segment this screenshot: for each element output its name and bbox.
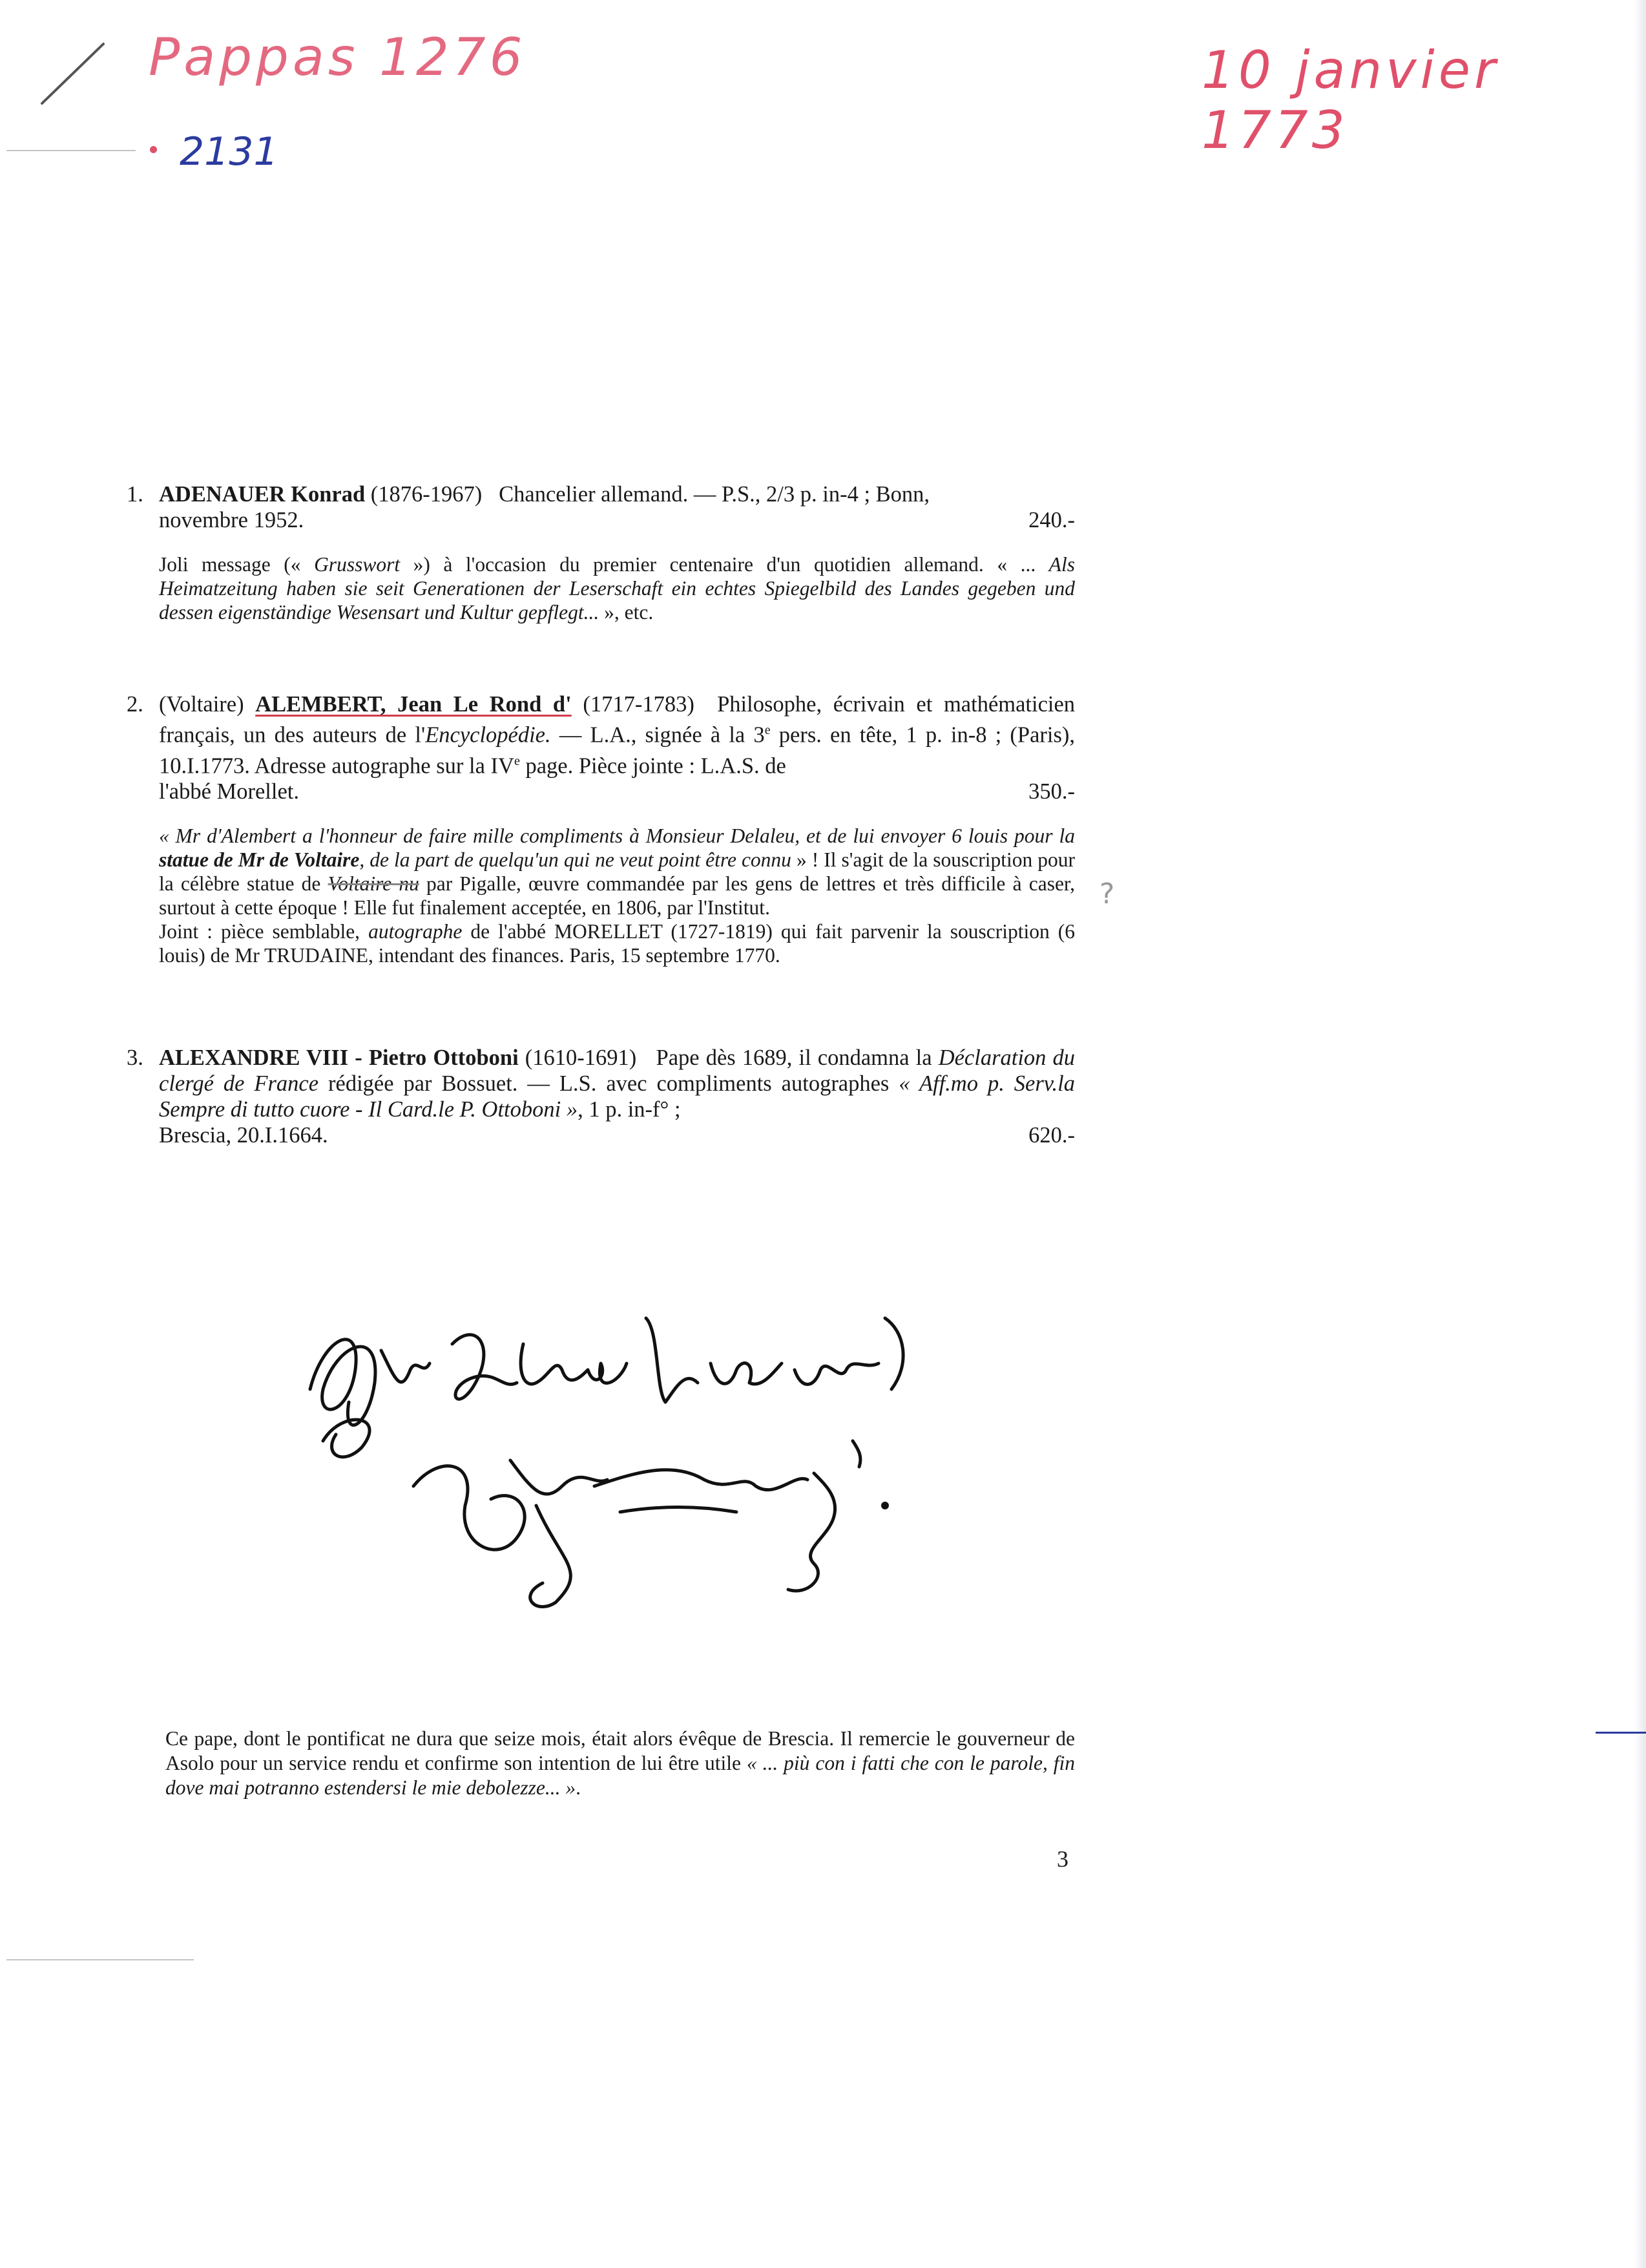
body-italic-quote: « Mr d'Alembert a l'honneur de faire mille compliments à Monsieur Delaleu, et de lui envoyer 6 louis pour la	[159, 824, 1075, 847]
entry-name: ADENAUER Konrad	[159, 482, 366, 507]
body-text: Joint : pièce semblable,	[159, 920, 360, 943]
closing-italic-quote: « ... più con i fatti che con le parole, fin dove mai potranno estendersi le mie debolezze... »	[165, 1752, 1076, 1799]
entry-description-italic: Encyclopédie.	[425, 722, 551, 748]
entry-number: 1.	[127, 482, 143, 507]
entry-prefix: (Voltaire)	[159, 692, 244, 717]
page-edge-shadow	[1634, 0, 1646, 2268]
body-text: par Pigalle, œuvre commandée par les gens de lettres et très difficile à caser, surtout à cette époque ! Elle fut finalement acceptée, en 1806, par l'Institut.	[159, 872, 1076, 919]
body-italic: Grusswort	[314, 553, 401, 576]
closing-text: Ce pape, dont le pontificat ne dura que seize mois, était alors évêque de Brescia. Il remercie le gouverneur de Asolo pour un service rendu et confirme son intention de lui être utile	[165, 1727, 1075, 1774]
entry-heading	[127, 691, 1075, 779]
bullet-dot-icon	[150, 146, 157, 153]
entry-description: , 1 p. in-f° ;	[578, 1097, 681, 1122]
entry-heading	[127, 1045, 1075, 1122]
closing-paragraph	[165, 1727, 1075, 1800]
entry-quote-italic: « Aff.mo p. Serv.la Sempre di tutto cuore - Il Card.le P. Ottoboni »	[159, 1071, 1075, 1122]
entry-price-line	[127, 1122, 1075, 1148]
date-annotation: 10 janvier 1773	[1202, 40, 1499, 160]
entry-price-line	[127, 507, 1075, 533]
entry-price: 350.-	[1028, 779, 1075, 804]
body-text: », etc.	[604, 601, 654, 624]
top-left-rule	[6, 150, 136, 151]
entry-description: page. Pièce jointe : L.A.S. de	[525, 753, 786, 778]
body-bold-italic: statue de Mr de Voltaire	[159, 848, 360, 871]
body-italic-quote: Als Heimatzeitung haben sie seit Generationen der Leserschaft ein echtes Spiegelbild des Landes gegeben und dessen eigenständige Wesensart und Kultur gepflegt...	[159, 553, 1076, 624]
superscript: e	[514, 753, 520, 768]
bottom-left-rule	[6, 1959, 194, 1960]
entry-description: Chancelier allemand. — P.S., 2/3 p. in-4 ; Bonn,	[499, 482, 930, 507]
body-text: » ! Il s'agit de la souscription pour la célèbre statue de	[159, 848, 1075, 895]
entry-price: 620.-	[1028, 1123, 1075, 1148]
entry-body	[127, 552, 1075, 624]
body-text: de l'abbé MORELLET (1727-1819) qui fait parvenir la souscription (6 louis) de Mr TRUDAINE, intendant des finances. Paris, 15 septembre 1770.	[159, 920, 1076, 967]
entry-name: ALEXANDRE VIII - Pietro Ottoboni	[159, 1045, 519, 1070]
entry-dates: (1717-1783)	[583, 692, 694, 717]
catalog-entry	[127, 1045, 1075, 1148]
entry-description-continued: l'abbé Morellet.	[159, 779, 299, 804]
entry-price: 240.-	[1028, 508, 1075, 532]
entry-description: Philosophe, écrivain et mathématicien français, un des auteurs de l'	[159, 692, 1076, 748]
entry-description: pers. en tête, 1 p. in-8 ; (Paris), 10.I.1773. Adresse autographe sur la IV	[159, 722, 1076, 778]
entry-dates: (1610-1691)	[525, 1045, 637, 1070]
entry-description-continued: novembre 1952.	[159, 508, 304, 532]
page-number: 3	[1057, 1846, 1068, 1872]
entry-number: 2.	[127, 692, 143, 717]
entry-description: Pape dès 1689, il condamna la	[656, 1045, 932, 1070]
catalog-entries	[127, 481, 1075, 1148]
entry-name: ALEMBERT, Jean Le Rond d'	[255, 692, 572, 717]
catalog-entry	[127, 691, 1075, 967]
catalog-entry	[127, 481, 1075, 624]
margin-question-mark: ?	[1099, 877, 1115, 910]
entry-heading	[127, 481, 1075, 507]
entry-price-line	[127, 779, 1075, 804]
catalog-reference-annotation: Pappas 1276	[149, 27, 526, 87]
item-number-annotation: 2131	[180, 129, 278, 174]
entry-description-italic: Déclaration du clergé de France	[159, 1045, 1076, 1096]
entry-body	[127, 824, 1075, 967]
entry-number: 3.	[127, 1045, 143, 1070]
body-italic: Voltaire nu	[328, 872, 419, 895]
body-italic-quote: , de la part de quelqu'un qui ne veut point être connu	[359, 848, 791, 871]
entry-description: — L.A., signée à la 3	[559, 722, 765, 748]
autograph-signature-image	[284, 1292, 943, 1622]
body-text: Joli message («	[159, 553, 301, 576]
superscript: e	[764, 723, 771, 737]
entry-dates: (1876-1967)	[370, 482, 483, 507]
entry-description-continued: Brescia, 20.I.1664.	[159, 1123, 328, 1148]
pen-stroke-icon	[39, 39, 110, 110]
entry-description: rédigée par Bossuet. — L.S. avec compliments autographes	[328, 1071, 890, 1096]
margin-blue-line	[1596, 1732, 1646, 1734]
body-italic: autographe	[368, 920, 463, 943]
body-text: ») à l'occasion du premier centenaire d'un quotidien allemand. « ...	[413, 553, 1036, 576]
closing-end: .	[576, 1776, 581, 1799]
